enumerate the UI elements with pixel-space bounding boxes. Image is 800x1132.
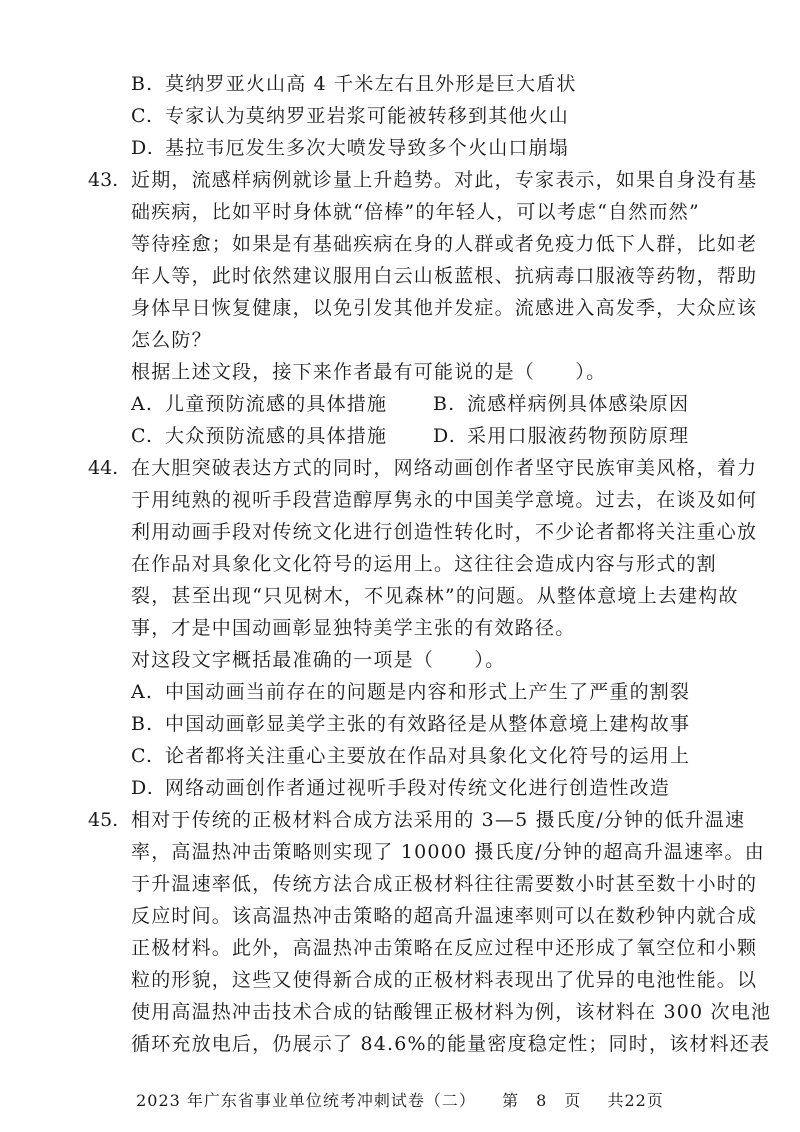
q43-option-b bbox=[433, 390, 689, 418]
prev-option-d bbox=[131, 134, 569, 162]
option-text: 网络动画创作者通过视听手段对传统文化进行创造性改造 bbox=[165, 777, 671, 799]
q43-passage-line: 础疾病，比如平时身体就“倍棒”的年轻人，可以考虑“自然而然” bbox=[131, 201, 700, 223]
option-label: A. bbox=[131, 393, 154, 415]
q43-passage-line: 年人等，此时依然建议服用白云山板蓝根、抗病毒口服液等药物，帮助 bbox=[131, 265, 758, 287]
q43-passage-line: 近期，流感样病例就诊量上升趋势。对此，专家表示，如果自身没有基 bbox=[131, 169, 758, 191]
q44-passage-line: 事，才是中国动画彰显独特美学主张的有效路径。 bbox=[131, 617, 576, 639]
q43-option-a bbox=[131, 390, 387, 418]
q45-passage-line: 反应时间。该高温热冲击策略的超高升温速率则可以在数秒钟内就合成 bbox=[131, 905, 758, 927]
q44-option-b bbox=[131, 710, 690, 738]
option-text: 莫纳罗亚火山高 4 千米左右且外形是巨大盾状 bbox=[165, 73, 577, 95]
option-label: C. bbox=[131, 105, 154, 127]
question-number-44: 44. bbox=[88, 457, 119, 479]
q45-passage-line: 率，高温热冲击策略则实现了 10000 摄氏度/分钟的超高升温速率。由 bbox=[131, 841, 765, 863]
q45-passage-line: 粒的形貌，这些又使得新合成的正极材料表现出了优异的电池性能。以 bbox=[131, 969, 758, 991]
q44-passage-line: 在作品对具象化文化符号的运用上。这往往会造成内容与形式的割 bbox=[131, 553, 717, 575]
footer-title: 2023 年广东省事业单位统考冲刺试卷（二） bbox=[136, 1091, 476, 1110]
q45-passage-line: 相对于传统的正极材料合成方法采用的 3—5 摄氏度/分钟的低升温速 bbox=[131, 809, 746, 831]
option-label: D. bbox=[131, 137, 154, 159]
q44-passage-line: 裂，甚至出现“只见树木，不见森林”的问题。从整体意境上去建构故 bbox=[131, 585, 739, 607]
q44-option-a bbox=[131, 678, 690, 706]
footer-page-number: 第 8 页 bbox=[502, 1091, 582, 1110]
option-label: D. bbox=[131, 777, 154, 799]
option-label: C. bbox=[131, 745, 154, 767]
option-label: B. bbox=[131, 713, 154, 735]
q43-passage-line: 身体早日恢复健康，以免引发其他并发症。流感进入高发季，大众应该 bbox=[131, 297, 758, 319]
option-text: 论者都将关注重心主要放在作品对具象化文化符号的运用上 bbox=[165, 745, 691, 767]
question-number-43: 43. bbox=[88, 169, 119, 191]
option-text: 儿童预防流感的具体措施 bbox=[165, 393, 388, 415]
prev-option-c bbox=[131, 102, 569, 130]
q44-passage-line: 利用动画手段对传统文化进行创造性转化时，不少论者都将关注重心放 bbox=[131, 521, 758, 543]
prev-option-b bbox=[131, 70, 577, 98]
q44-option-d bbox=[131, 774, 670, 802]
q45-passage-line: 于升温速率低，传统方法合成正极材料往往需要数小时甚至数十小时的 bbox=[131, 873, 758, 895]
footer-total-pages: 共22页 bbox=[607, 1091, 664, 1110]
q43-option-d bbox=[433, 422, 689, 450]
option-text: 中国动画彰显美学主张的有效路径是从整体意境上建构故事 bbox=[165, 713, 691, 735]
option-label: D. bbox=[433, 425, 456, 447]
q43-option-c bbox=[131, 422, 387, 450]
option-label: C. bbox=[131, 425, 154, 447]
option-label: B. bbox=[433, 393, 456, 415]
question-number-45: 45. bbox=[88, 809, 119, 831]
q45-passage-line: 使用高温热冲击技术合成的钴酸锂正极材料为例，该材料在 300 次电池 bbox=[131, 1001, 772, 1023]
q44-option-c bbox=[131, 742, 690, 770]
option-text: 基拉韦厄发生多次大喷发导致多个火山口崩塌 bbox=[165, 137, 570, 159]
q44-stem: 对这段文字概括最准确的一项是（ ）。 bbox=[131, 649, 506, 671]
q44-passage-line: 于用纯熟的视听手段营造醇厚隽永的中国美学意境。过去，在谈及如何 bbox=[131, 489, 758, 511]
option-label: A. bbox=[131, 681, 154, 703]
q43-passage-line: 怎么防？ bbox=[131, 329, 212, 351]
q45-passage-line: 正极材料。此外，高温热冲击策略在反应过程中还形成了氧空位和小颗 bbox=[131, 937, 758, 959]
option-text: 采用口服液药物预防原理 bbox=[467, 425, 690, 447]
page-footer bbox=[0, 1090, 800, 1112]
option-text: 流感样病例具体感染原因 bbox=[467, 393, 690, 415]
option-text: 大众预防流感的具体措施 bbox=[165, 425, 388, 447]
option-text: 专家认为莫纳罗亚岩浆可能被转移到其他火山 bbox=[165, 105, 570, 127]
q44-passage-line: 在大胆突破表达方式的同时，网络动画创作者坚守民族审美风格，着力 bbox=[131, 457, 758, 479]
q45-passage-line: 循环充放电后，仍展示了 84.6%的能量密度稳定性；同时，该材料还表 bbox=[131, 1033, 771, 1055]
option-text: 中国动画当前存在的问题是内容和形式上产生了严重的割裂 bbox=[165, 681, 691, 703]
q43-passage-line: 等待痊愈；如果是有基础疾病在身的人群或者免疫力低下人群，比如老 bbox=[131, 233, 758, 255]
q43-stem: 根据上述文段，接下来作者最有可能说的是（ ）。 bbox=[131, 361, 607, 383]
option-label: B. bbox=[131, 73, 154, 95]
